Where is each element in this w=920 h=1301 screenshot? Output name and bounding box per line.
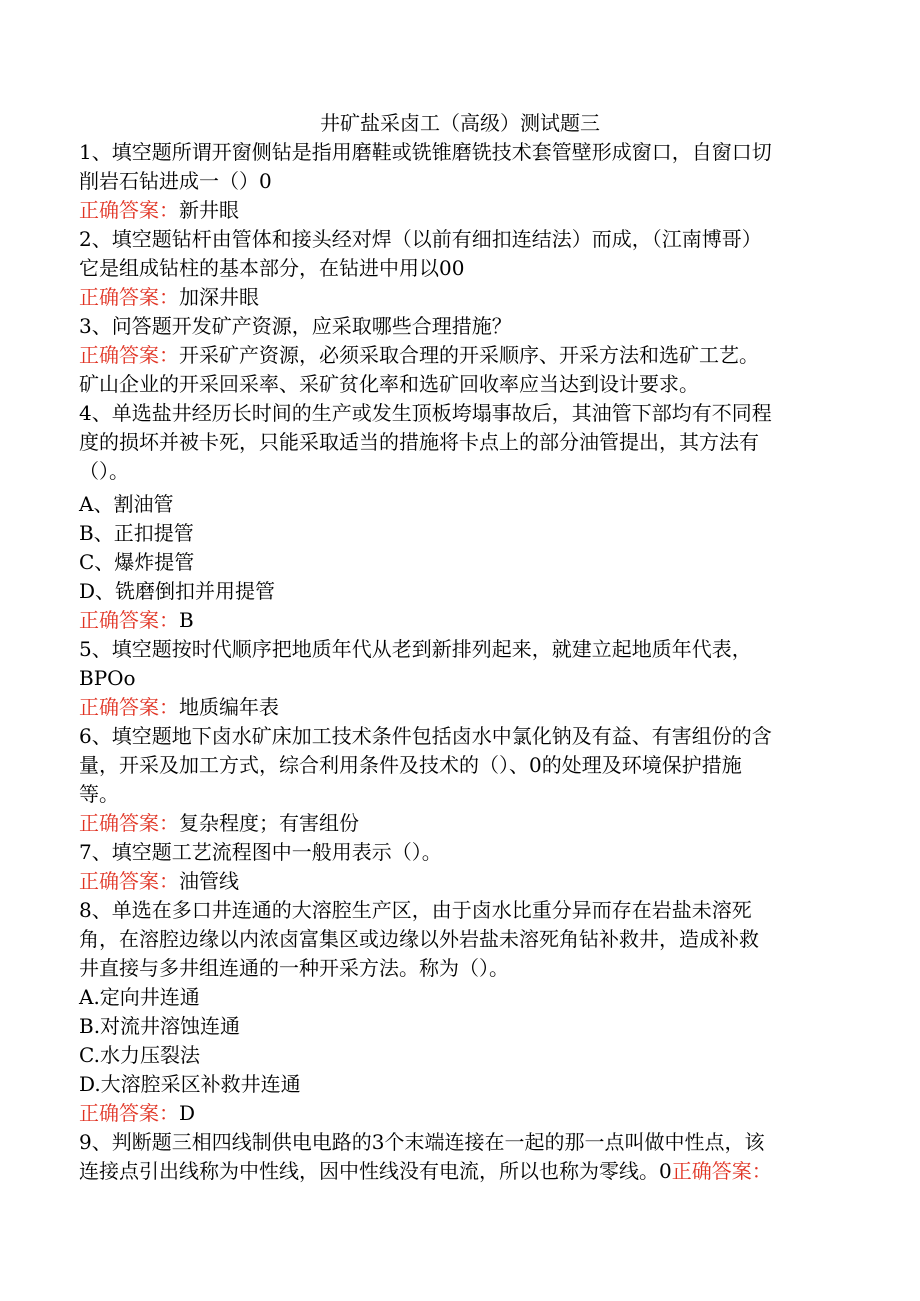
answer-value: 复杂程度；有害组份 [179,811,359,835]
q3-text-line-1: 3、问答题开发矿产资源，应采取哪些合理措施？ [79,314,512,338]
question-list [79,138,839,1186]
answer-value: B [179,608,194,632]
q8-option-b: B.对流井溶蚀连通 [79,1014,241,1038]
q4-text-line-2: 度的损坏并被卡死，只能采取适当的措施将卡点上的部分油管提出，其方法有 [79,430,759,454]
q2-answer [79,283,839,312]
answer-value: D [179,1101,196,1125]
q9-text-line-1: 9、判断题三相四线制供电电路的3个末端连接在一起的那一点叫做中性点，该 [79,1130,765,1154]
answer-label: 正确答案： [79,608,179,632]
q5-text-line-2: BPOo [79,666,136,690]
q4-option-b: B、正扣提管 [79,521,194,545]
q4-text-line-3: （）。 [79,459,129,483]
q4-option-d: D、铣磨倒扣并用提管 [79,579,276,603]
q1-text-line-1: 1、填空题所谓开窗侧钻是指用磨鞋或铣锥磨铣技术套管壁形成窗口，自窗口切 [79,140,772,164]
q3-answer-line-2: 矿山企业的开采回采率、采矿贫化率和选矿回收率应当达到设计要求。 [79,372,699,396]
q8-text-line-1: 8、单选在多口井连通的大溶腔生产区，由于卤水比重分异而存在岩盐未溶死 [79,898,752,922]
q6-text-line-1: 6、填空题地下卤水矿床加工技术条件包括卤水中氯化钠及有益、有害组份的含 [79,724,772,748]
answer-label: 正确答案： [671,1159,772,1183]
answer-label: 正确答案： [79,811,179,835]
q1-text-line-2: 削岩石钻进成一（）0 [79,169,272,193]
q5-answer [79,693,839,722]
q8-option-d: D.大溶腔采区补救井连通 [79,1072,301,1096]
q8-option-c: C.水力压裂法 [79,1043,200,1067]
q8-answer [79,1099,839,1128]
answer-label: 正确答案： [79,869,179,893]
q8-option-a: A.定向井连通 [79,985,200,1009]
answer-label: 正确答案： [79,695,179,719]
answer-value: 油管线 [179,869,239,893]
q8-text-line-3: 井直接与多井组连通的一种开采方法。称为（）。 [79,956,509,980]
answer-value: 地质编年表 [179,695,279,719]
answer-label: 正确答案： [79,1101,179,1125]
answer-value: 开采矿产资源，必须采取合理的开采顺序、开采方法和选矿工艺。 [179,343,759,367]
answer-value: 新井眼 [179,198,239,222]
answer-label: 正确答案： [79,285,179,309]
q6-answer [79,809,839,838]
q6-text-line-2: 量，开采及加工方式，综合利用条件及技术的（）、0的处理及环境保护措施 [79,753,742,777]
q2-text-line-1: 2、填空题钻杆由管体和接头经对焊（以前有细扣连结法）而成，（江南博哥） [79,227,762,251]
q4-text-line-1: 4、单选盐井经历长时间的生产或发生顶板垮塌事故后，其油管下部均有不同程 [79,401,772,425]
q3-answer [79,341,839,370]
q8-text-line-2: 角，在溶腔边缘以内浓卤富集区或边缘以外岩盐未溶死角钻补救井，造成补救 [79,927,759,951]
answer-label: 正确答案： [79,198,179,222]
q5-text-line-1: 5、填空题按时代顺序把地质年代从老到新排列起来，就建立起地质年代表， [79,637,752,661]
q9-text-line-2 [79,1157,839,1186]
q4-option-a: A、割油管 [79,492,174,516]
answer-label: 正确答案： [79,343,179,367]
page-title: 井矿盐采卤工（高级）测试题三 [320,111,600,135]
q7-answer [79,867,839,896]
q2-text-line-2: 它是组成钻柱的基本部分，在钻进中用以00 [79,256,465,280]
q4-answer [79,606,839,635]
q1-answer [79,196,839,225]
q7-text-line-1: 7、填空题工艺流程图中一般用表示（）。 [79,840,442,864]
answer-value: 加深井眼 [179,285,259,309]
q4-option-c: C、爆炸提管 [79,550,195,574]
q9-text: 连接点引出线称为中性线，因中性线没有电流，所以也称为零线。0 [79,1159,672,1183]
q6-text-line-3: 等。 [79,782,119,806]
